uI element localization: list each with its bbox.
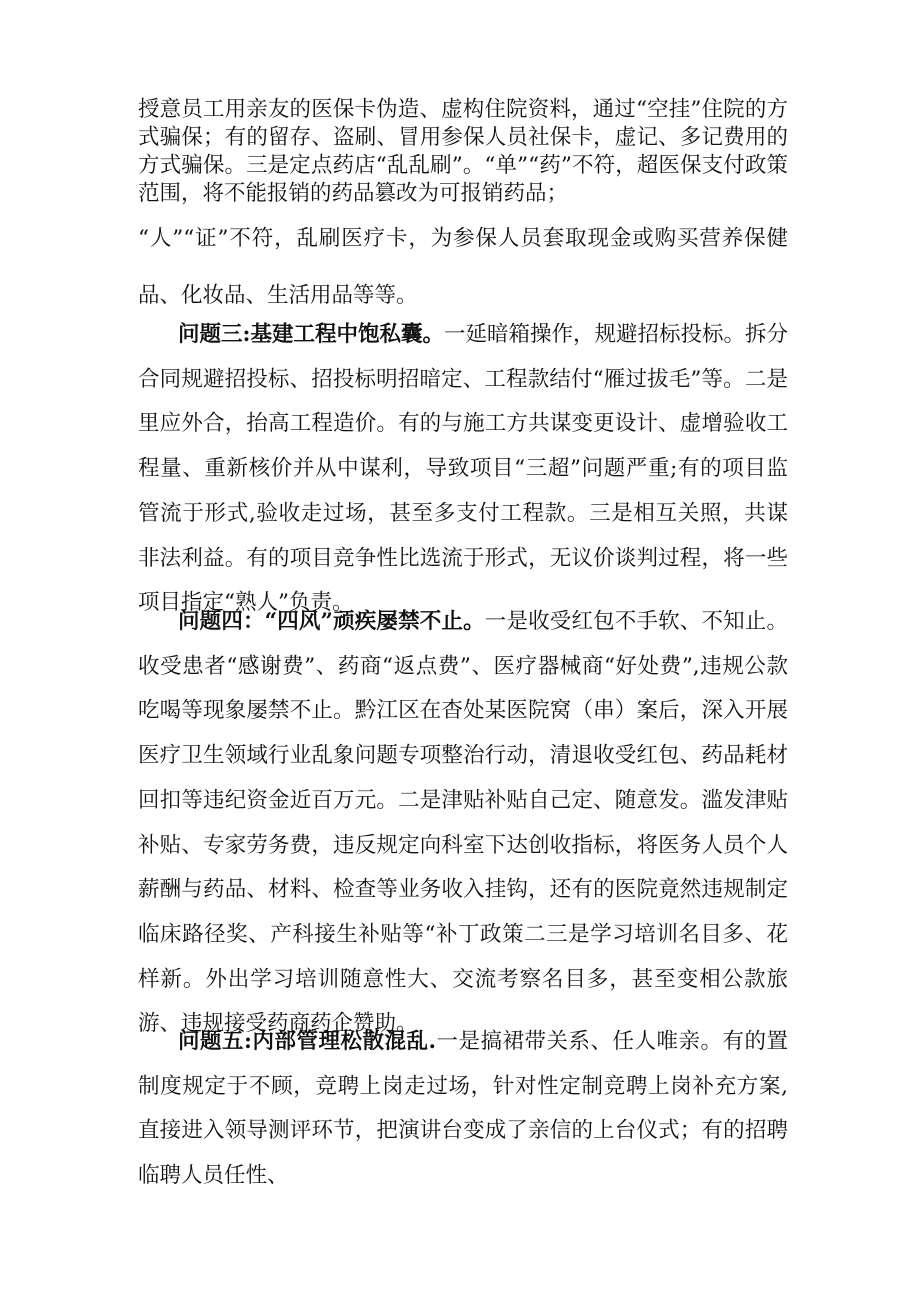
issue-three-body: 一延暗箱操作，规避招标投标。拆分合同规避招投标、招投标明招暗定、工程款结付“雁过拔毛”等。二是里应外合，抬高工程造价。有的与施工方共谋变更设计、虚增验收工程量、重新核价并从中谋利，导致项目“三超”问题严重;有的项目监管流于形式,验收走过场，甚至多支付工程款。三是相互关照，共谋非法利益。有的项目竞争性比选流于形式，无议价谈判过程，将一些项目指定“熟人”负责。 [138,322,788,616]
continued-paragraph-pharmacy: “人”“证”不符，乱刷医疗卡，为参保人员套取现金或购买营养保健品、化妆品、生活用品等等。 [138,226,788,308]
continued-paragraph-fraud: 授意员工用亲友的医保卡伪造、虚构住院资料，通过“空挂”住院的方式骗保；有的留存、盗刷、冒用参保人员社保卡，虚记、多记费用的方式骗保。三是定点药店“乱乱刷”。“单”“药”不符，超医保支付政策范围，将不能报销的药品篡改为可报销药品； [138,97,788,206]
issue-five-heading: 问题五:内部管理松散混乱. [178,1029,436,1054]
issue-four-heading: 问题四：“四风”顽疾屡禁不止。 [178,609,485,634]
issue-five-body: 一是搞裙带关系、任人唯亲。有的置制度规定于不顾，竞聘上岗走过场，针对性定制竞聘上岗补充方案,直接进入领导测评环节，把演讲台变成了亲信的上台仪式；有的招聘临聘人员任性、 [138,1029,788,1189]
issue-three-heading: 问题三:基建工程中饱私囊。 [178,322,444,347]
paragraph-issue-five [138,1020,788,1199]
paragraph-issue-four [138,600,788,1047]
issue-four-body: 一是收受红包不手软、不知止。收受患者“感谢费”、药商“返点费”、医疗器械商“好处费”,违规公款吃喝等现象屡禁不止。黔江区在杳处某医院窝（串）案后，深入开展医疗卫生领域行业乱象问题专项整治行动，清退收受红包、药品耗材回扣等违纪资金近百万元。二是津贴补贴自己定、随意发。滥发津贴补贴、专家劳务费，违反规定向科室下达创收指标，将医务人员个人薪酬与药品、材料、检查等业务收入挂钩，还有的医院竟然违规制定临床路径奖、产科接生补贴等“补丁政策二三是学习培训名目多、花样新。外出学习培训随意性大、交流考察名目多，甚至变相公款旅游、违规接受药商药企赞助。 [138,609,788,1037]
paragraph-issue-three [138,313,788,626]
